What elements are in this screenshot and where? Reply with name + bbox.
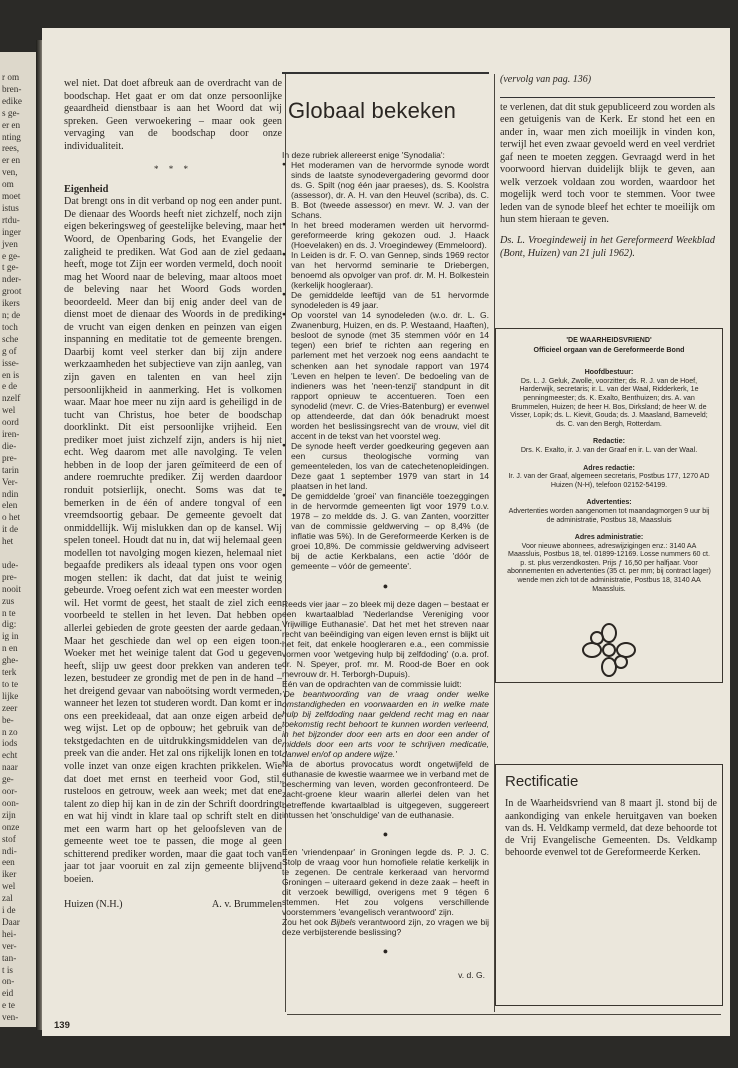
continued-from-label: (vervolg van pag. 136) — [500, 74, 592, 85]
prev-page-fragment: istus — [2, 202, 19, 213]
prev-page-fragment: lijke — [2, 690, 19, 701]
prev-page-fragment: ven- — [2, 1012, 19, 1023]
prev-page-fragment: er en — [2, 155, 21, 166]
prev-page-fragment: inger — [2, 226, 21, 237]
prev-page-fragment: e ge- — [2, 250, 21, 261]
rule — [500, 97, 715, 98]
prev-page-fragment: terk — [2, 667, 17, 677]
prev-page-fragment: er en — [2, 119, 21, 130]
prev-page-fragment: sche — [2, 333, 19, 344]
prev-page-fragment: g of — [2, 345, 17, 356]
euthanasie-quote: 'De beantwoording van de vraag onder welke omstandigheden en voorwaarden en in welke mate hulp bij zelfdoding naar geldend recht mag en naar toekomstig recht behoort te kunnen worden verleend, in het bijzonder door een arts en door een ander of middels door een arts voor te schrijven medicatie, danwel en/of op andere wijze.' — [282, 688, 489, 760]
signature-author: A. v. Brummelen — [211, 899, 282, 911]
prev-page-fragment: elen — [2, 500, 18, 511]
prev-page-fragment: hei- — [2, 928, 17, 939]
separator-dot: ● — [382, 946, 389, 957]
prev-page-fragment: om — [2, 179, 14, 190]
prev-page-fragment: n zo — [2, 726, 18, 737]
prev-page-fragment: zal — [2, 893, 13, 904]
prev-page-fragment: ghe- — [2, 655, 19, 666]
prev-page-fragment: naar — [2, 762, 18, 773]
prev-page-fragment: tarin — [2, 464, 19, 475]
prev-page-fragment: t ge- — [2, 262, 19, 273]
list-item: ● De synode heeft verder goedkeuring gegeven aan een cursus theologische vorming van gemeenteleden, los van de catechetenopleidingen. Deze gaat 1 september 1979 van start in 14 plaatsen in het land. — [282, 441, 489, 491]
article-body: Dat brengt ons in dit verband op nog een ander punt. De dienaar des Woords heeft niet zichzelf, noch zijn eigen bekeringsweg of geestelijke beleving, maar het Woord, de Openbaring Gods, het Evangelie der zaligheid te prediken. Wat God aan de ziel gedaan heeft, moge tot Zijn eer worden vermeld, doch nooit mag het Woord naar de beleving, maar altoos moet de beleving naar het Woord Gods worden beoordeeld. Meer dan bij enig ander deel van de dienst moet de dienaar des Woords in de prediking de vrucht van eigen denken en peinzen van eigen inspanning en meditatie tot de gemeente brengen. Daarbij komt veel sterker dan bij zijn andere werkzaamheden het subjectieve van zijn aanleg, van zijn gaven en talenten en van heel zijn persoonlijkheid in aanmerking. Het is volkomen waar. Maar hoe meer nu zijn aard is geheiligd in de tucht van Christus, hoe beter de boodschap doorklinkt. Dit eist persoonlijke vrijheid. Een prediker moet juist zichzelf zijn, anders is hij niet echt. Weg daarom met alle navolging. Te velen hebben in de loop der jaren geïmiteerd de een of andere roemruchte prediker. Zij werden daardoor ronduit potsierlijk, onecht. Soms was dat te bemerken in de één of andere tongval of een vreemdsoortig gebaar. De gemeente gevoelt dat onmiddellijk. Wij mislukken dan op de kansel. Wij spelen toneel. Houdt dat nu in, dat wij helemaal geen modellen tot navolging mogen kiezen, helemaal niet begaafde predikers als ideaal typen ons voor ogen mogen stellen: ik dacht, dat dat juist te weinig gebeurde. Vroeg oefent zich wat een meester worden wil. Het vormt de geest, het staalt de ziel zich een voorbeeld te stellen in het leven. Dat hebben op allerlei gebieden de grote geesten der aarde gedaan. Maar het geschiede dan wel op een eigen toon. Woeker met het weinige talent dat God u gegeven heeft, slijp uw geest door prekken van anderen te lezen, bestudeer ze grondig met de pen in de hand – het dreigend gevaar van naboötsing wordt vermeden, wanneer het lezen tot studeren wordt. Dan komt er in ons een preekideaal, dat aan onze eigen arbeid de weg wijst. Let op de opbouw; het gebruik van de tekstgedachten en de uitdrukkingsmiddelen van de preek van die ander. Het zal ons rijkelijk lonen en tot volle inzet van onze eigen krachten prikkelen. Wie dat doet met ernst en teerheid voor God, stil, rusteloos en getrouw, week aan week; met dat ene talent zo diep hij kan in de zin der Schrift doordringt en wat hij vindt in klare taal op schrift stelt en dit met een warm hart op het geloofsleven van de gemeente weet toe te passen, die moge al geen schitterend prediker worden, maar die gaat toch van jaar tot jaar vooruit en zal zijn gemeente blijvend boeien. — [64, 196, 282, 885]
column-globaal-bekeken — [282, 72, 489, 980]
prev-page-fragment: iker — [2, 869, 17, 880]
prev-page-fragment: zeer — [2, 702, 18, 713]
prev-page-fragment: iods — [2, 738, 18, 749]
prev-page-fragment: stof — [2, 833, 16, 844]
prev-page-fragment: n; de — [2, 310, 21, 320]
redactie-text: Drs. K. Exalto, ir. J. van der Graaf en ir. L. van der Waal. — [520, 445, 698, 454]
euthanasie-paragraph: Reeds vier jaar – zo bleek mij deze dagen – bestaat er een kwartaalblad 'Nederlandse Vereniging voor Vrijwillige Euthanasie'. Dat het met het streven naar recht van beëindiging van eigen leven ernst is blijkt uit het feit, dat enkele hoogleraren e.a., een commissie vormen voor 'wetgeving hulp bij zelfdoding' (o.a. prof. dr. N. Speyer, prof. mr. M. Rood-de Boer en ook mevrouw dr. H. Terborgh-Dupuis). — [282, 598, 489, 679]
prev-page-fragment: iren- — [2, 429, 20, 439]
prev-page-fragment: pre- — [2, 571, 17, 582]
prev-page-fragment: ver- — [2, 940, 17, 951]
groningen-paragraph: Een 'vriendenpaar' in Groningen legde ds. P. J. C. Stolp de vraag voor hun homofiele relatie kerkelijk in te zegenen. De centrale kerkeraad van hervormd Groningen – uiteraard gekend in deze zaak – heeft in dit verzoek bewilligd, overigens met 9 tégen 6 stemmen. Het zou volgens verschillende voorstemmers 'evangelisch verantwoord' zijn. — [282, 846, 489, 917]
page — [42, 28, 730, 1036]
separator-dot: ● — [382, 580, 389, 591]
prev-page-fragment: wel — [2, 881, 16, 892]
list-item: ● Het moderamen van de hervormde synode wordt sinds de laatste synodevergadering gevormd door ds. G. Spilt (nog één jaar praeses), ds. S. Koolstra (assessor), dr. A. H. van den Heuvel (scriba), ds. C. B. Bot (tweede assessor) en mevr. W. J. van der Schans. — [282, 160, 489, 220]
prev-page-fragment: bren- — [2, 83, 22, 94]
rubriek-intro: In deze rubriek allereerst enige 'Synodalia': — [282, 149, 445, 160]
signature-place: Huizen (N.H.) — [64, 899, 123, 911]
prev-page-fragment: ig in — [2, 631, 19, 642]
prev-page-fragment: en is — [2, 369, 20, 380]
prev-page-fragment: een — [2, 857, 15, 868]
prev-page-fragment: ude- — [2, 559, 19, 570]
prev-page-fragment: nting — [2, 131, 21, 142]
prev-page-fragment: ven, — [2, 167, 18, 178]
advertenties-label: Advertenties: — [586, 498, 632, 507]
intro-paragraph: wel niet. Dat doet afbreuk aan de overdracht van de boodschap. Het gaat er om dat onze persoonlijke geaardheid dienstbaar is aan het Woord dat wij spreken. Geen verwoekering – maar ook geen vervaging van de boodschap door onze individualiteit. — [64, 78, 282, 152]
column-continuation — [500, 74, 715, 260]
prev-page-fragment: it de — [2, 524, 19, 535]
prev-page-fragment: oon- — [2, 797, 19, 808]
synodalia-list — [282, 160, 489, 572]
rectificatie-text: In de Waarheidsvriend van 8 maart jl. stond bij de aankondiging van enkele heruitgaven van boeken van ds. H. Veldkamp vermeld, dat deze behoorde tot de Vrij Evangelische Gemeenten. Ds. Veldkamp behoorde evenwel tot de Gereformeerde Kerken. — [505, 798, 717, 859]
prev-page-fragment: to te — [2, 678, 19, 689]
prev-page-fragment: e de — [2, 381, 18, 392]
adres-administratie-text: Voor nieuwe abonnees, adreswijzigingen enz.: 3140 AA Maassluis, Postbus 18, tel. 01899-12169. Losse nummers 60 ct. p. st. plus verzendkosten. Prijs ƒ 16,50 per halfjaar. Voor abonnementen en advertenties (35 ct. per mm; bij contract lager) wende men zich tot de administratie, Postbus 18, 3140 AA Maassluis. — [507, 541, 711, 593]
column-signature: v. d. G. — [458, 970, 485, 981]
colophon — [505, 336, 713, 593]
prev-page-fragment: n en — [2, 643, 18, 654]
section-heading: Eigenheid — [64, 183, 109, 195]
euthanasie-quote-intro: Eén van de opdrachten van de commissie luidt: — [282, 678, 462, 689]
prev-page-fragment: edike — [2, 95, 22, 106]
colophon-title: 'DE WAARHEIDSVRIEND' — [566, 336, 652, 344]
source-note: Ds. L. Vroegindeweij in het Gereformeerd Weekblad (Bont, Huizen) van 21 juli 1962). — [500, 235, 715, 259]
prev-page-fragment: onze — [2, 821, 20, 832]
top-rule — [282, 72, 489, 74]
colophon-subtitle: Officieel orgaan van de Gereformeerde Bond — [533, 345, 685, 354]
prev-page-fragment: echt — [2, 750, 18, 761]
prev-page-fragment: Daar — [2, 916, 20, 927]
prev-page-fragment: pre- — [2, 452, 17, 463]
prev-page-fragment: on- — [2, 976, 15, 987]
prev-page-fragment: isse- — [2, 357, 19, 368]
advertenties-text: Advertenties worden aangenomen tot maandagmorgen 9 uur bij de administratie, Postbus 18, Maassluis — [508, 506, 710, 524]
rectificatie-title: Rectificatie — [505, 773, 579, 790]
adres-administratie-label: Adres administratie: — [574, 533, 644, 542]
prev-page-fragment: die- — [2, 440, 17, 451]
column-title: Globaal bekeken — [288, 97, 457, 123]
prev-page-fragment: be- — [2, 714, 14, 725]
hoofdbestuur-label: Hoofdbestuur: — [584, 368, 634, 377]
column-article-eigenheid — [64, 78, 282, 912]
hoofdbestuur-text: Ds. L. J. Geluk, Zwolle, voorzitter; ds. R. J. van de Hoef, Harderwijk, secretaris; ir. L. van der Waal, Ridderkerk, 1e penningmeester; ds. K. Exalto, Benthuizen; drs. A. van Brummelen, Huizen; de heer H. Bos, Dirksland; de heer W. de Visser, Lopik; ds. L. Kievit, Gouda; ds. J. Maasland, Barneveld; ds. C. van den Bergh, Rotterdam. — [510, 376, 708, 428]
list-item: ● De gemiddelde leeftijd van de 51 hervormde synodeleden is 49 jaar. — [282, 290, 489, 310]
bijbels-question: Zou het ook Bijbels verantwoord zijn, zo vragen we bij deze verbijsterende beslissing? — [282, 916, 489, 938]
rectificatie — [505, 768, 717, 870]
prev-page-fragment: r om — [2, 72, 20, 82]
list-item: ● De gemiddelde 'groei' van financiële toezeggingen in de hervormde gemeenten ligt voor 1979 t.o.v. 1978 – zo meldde ds. J. G. van Zanten, voorzitter van de commissie geldwerving – op 8,4% (de inflatie was 5%). In de Gereformeerde Kerken is de groei 10,8%. De commissie geldwerving adviseert bij de actie Kerkbalans, een actie 'dóór de gemeente – vóór de gemeente'. — [282, 491, 489, 571]
prev-page-fragment: eid — [2, 988, 14, 999]
prev-page-fragment: wel — [2, 405, 16, 416]
list-item: ● In het breed moderamen werden uit hervormd-gereformeerde kring gekozen oud. J. Haack (Hoevelaken) en ds. J. Vroegindewey (Emmeloord). — [282, 220, 489, 250]
prev-page-fragment: zijn — [2, 809, 16, 820]
prev-page-fragment: o het — [2, 512, 21, 523]
prev-page-fragment: n te — [2, 607, 16, 618]
prev-page-fragment: rtdu- — [2, 214, 20, 225]
prev-page-fragment: ndi- — [2, 845, 17, 856]
previous-page-edge — [0, 52, 40, 1027]
euthanasie-conclusion: Na de abortus provocatus wordt ongetwijfeld de euthanasie de kwestie waarmee we in verband met de bescherming van leven, worden geconfronteerd. De zacht-groene kleur waarin allerlei delen van het betreffende kwartaalblad is uitgegeven, suggereert intussen het 'onschuldige' van de euthanasie. — [282, 759, 489, 820]
page-number: 139 — [54, 1020, 70, 1031]
prev-page-fragment: zus — [2, 595, 15, 606]
prev-page-fragment: nooit — [2, 583, 21, 594]
adres-redactie-text: Ir. J. van der Graaf, algemeen secretaris, Postbus 177, 1270 AD Huizen (N-H), telefoon 02152-54199. — [508, 472, 710, 489]
prev-page-fragment: moet — [2, 191, 21, 201]
prev-page-fragment: nder- — [2, 274, 22, 285]
prev-page-fragment: e te — [2, 1000, 16, 1011]
prev-page-fragment: jven — [2, 238, 18, 249]
flower-logo-icon — [574, 620, 644, 680]
redactie-label: Redactie: — [593, 437, 625, 446]
prev-page-fragment: t is — [2, 964, 13, 975]
continuation-text: te verlenen, dat dit stuk gepubliceerd zou worden als een getuigenis van de Kerk. Er stond het een en ander in, waar men zich moeilijk in vinden kon, terwijl het even zwaar gevoeld werd en veel verdriet gaf neen te moeten zeggen. Gevraagd werd in het voorwoord hiervan duidelijk blijk te geven, aan welk verzoek voldaan zou worden, waardoor het mogelijk werd toch voor te stemmen. Voor twee leden van de synode bleef het echter te moeilijk om hun stem hieraan te geven. — [500, 101, 715, 226]
prev-page-fragment: s ge- — [2, 107, 20, 118]
prev-page-fragment: het — [2, 536, 14, 547]
prev-page-fragment: dig: — [2, 619, 17, 630]
prev-page-fragment: oord — [2, 417, 19, 428]
prev-page-fragment: groot — [2, 286, 22, 297]
list-item: ● In Leiden is dr. F. O. van Gennep, sinds 1969 rector van het hervormd seminarie te Driebergen, benoemd als opvolger van prof. dr. M. H. Bolkestein (kerkelijk hoogleraar). — [282, 250, 489, 290]
prev-page-fragment: rees, — [2, 143, 20, 154]
prev-page-fragment: nzelf — [2, 393, 21, 404]
prev-page-fragment: i de — [2, 905, 16, 915]
prev-page-fragment: Ver- — [2, 476, 18, 487]
bottom-rule — [287, 1014, 721, 1015]
article-signature — [64, 899, 282, 912]
separator-dot: ● — [382, 828, 389, 839]
section-divider-stars: * * * — [154, 164, 192, 175]
prev-page-fragment: ndin — [2, 488, 19, 499]
adres-redactie-label: Adres redactie: — [583, 463, 635, 472]
prev-page-fragment: ge- — [2, 774, 14, 785]
prev-page-fragment: oor- — [2, 786, 18, 796]
prev-page-fragment: ikers — [2, 298, 20, 309]
list-item: ● Op voorstel van 14 synodeleden (w.o. dr. L. G. Zwanenburg, Huizen, en ds. P. Westaand, Haaften), besloot de synode (met 35 stemmen vóór en 14 tegen) een brief te richten aan regering en parlement met het verzoek nog eens aandacht te schenken aan het synodale rapport van 1974 'Leven en helpen te leven'. De bedoeling van de indieners was het 'neen-tenzij' standpunt in dit rapport opnieuw te accentueren. Toen een synodelid (mevr. C. de Vries-Batenburg) er evenwel op attendeerde, dat dan óók benadrukt moest worden het beslissingsrecht van de vrouw, viel dit accent in de tekst van het voorstel weg. — [282, 310, 489, 441]
prev-page-fragment: toch — [2, 321, 18, 332]
prev-page-fragment: tan- — [2, 952, 17, 963]
